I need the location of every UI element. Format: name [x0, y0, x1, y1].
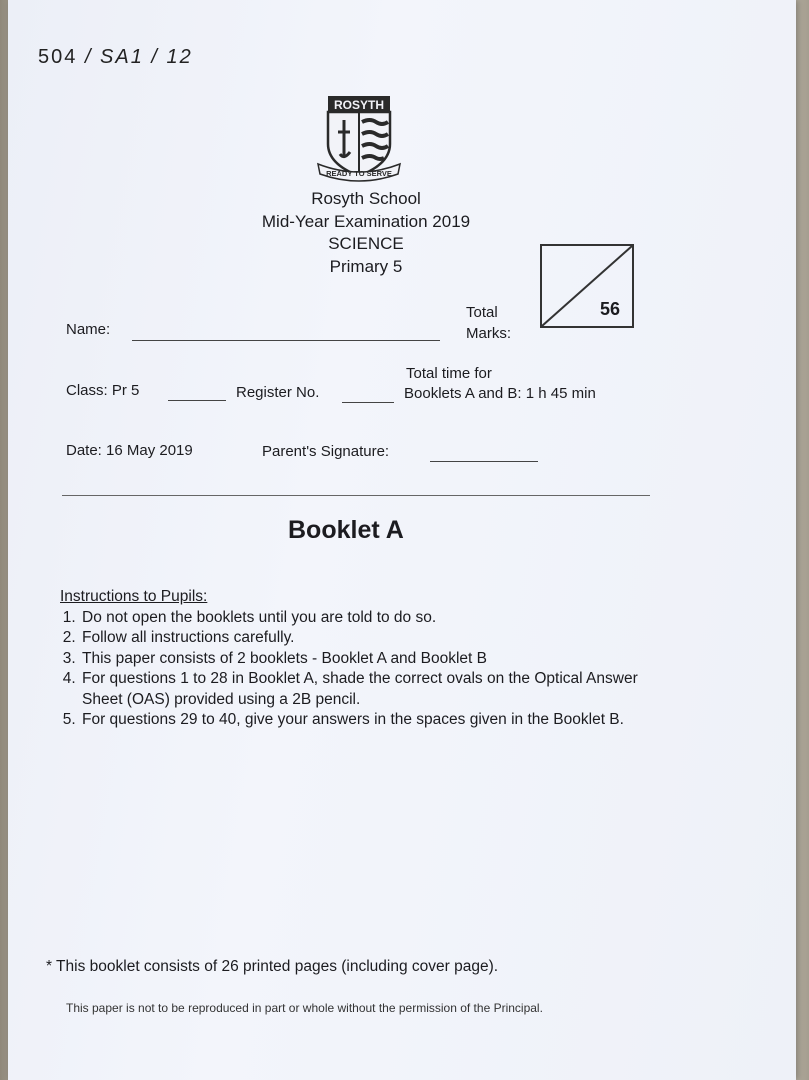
- school-name: Rosyth School: [311, 189, 421, 208]
- total-marks-label: [466, 302, 511, 344]
- instruction-item: 2. Follow all instructions carefully.: [80, 628, 652, 649]
- total-time-line2: Booklets A and B: 1 h 45 min: [404, 385, 596, 402]
- register-no-label: Register No.: [236, 384, 320, 401]
- instruction-item: 1. Do not open the booklets until you are told to do so.: [80, 608, 652, 629]
- instruction-item: 4. For questions 1 to 28 in Booklet A, shade the correct ovals on the Optical Answer Sheet (OAS) provided using a 2B pencil.: [80, 669, 652, 710]
- total-marks-value: 56: [599, 299, 620, 319]
- total-marks-box: [540, 244, 634, 328]
- copyright-notice: This paper is not to be reproduced in part or whole without the permission of the Principal.: [66, 1001, 543, 1015]
- section-divider: [62, 495, 650, 496]
- crest-top-banner: ROSYTH: [333, 98, 385, 112]
- class-label: Class: Pr 5: [66, 382, 140, 399]
- total-time-line1: Total time for: [406, 365, 492, 382]
- instructions: [52, 587, 652, 731]
- register-no-field[interactable]: [342, 390, 394, 403]
- instructions-list: [52, 608, 652, 731]
- handwritten-ref-code: [38, 46, 193, 69]
- instruction-item: 5. For questions 29 to 40, give your answers in the spaces given in the Booklet B.: [80, 710, 652, 731]
- total-label-line2: Marks:: [466, 325, 511, 342]
- instructions-title: Instructions to Pupils:: [60, 588, 208, 605]
- parent-signature-field[interactable]: [430, 449, 538, 462]
- name-label: Name:: [66, 321, 111, 338]
- instruction-item: 3. This paper consists of 2 booklets - Booklet A and Booklet B: [80, 649, 652, 670]
- total-time-info: [404, 364, 596, 404]
- exam-cover-sheet: [8, 0, 796, 1080]
- ref-rest: / SA1 / 12: [84, 46, 193, 68]
- class-field[interactable]: [168, 388, 226, 401]
- level-name: Primary 5: [329, 256, 403, 276]
- name-field[interactable]: [132, 326, 440, 341]
- date-label: Date: 16 May 2019: [66, 442, 193, 459]
- school-crest-logo: [314, 94, 404, 184]
- booklet-title: Booklet A: [288, 516, 404, 544]
- ref-prefix: 504: [38, 46, 78, 68]
- page-count-footnote: * This booklet consists of 26 printed pages (including cover page).: [46, 958, 499, 975]
- total-label-line1: Total: [466, 304, 498, 321]
- subject-name: SCIENCE: [328, 234, 404, 253]
- crest-bottom-banner: READY TO SERVE: [326, 169, 392, 178]
- parent-signature-label: Parent's Signature:: [262, 443, 390, 460]
- exam-name: Mid-Year Examination 2019: [261, 211, 471, 231]
- exam-title-block: [208, 188, 524, 278]
